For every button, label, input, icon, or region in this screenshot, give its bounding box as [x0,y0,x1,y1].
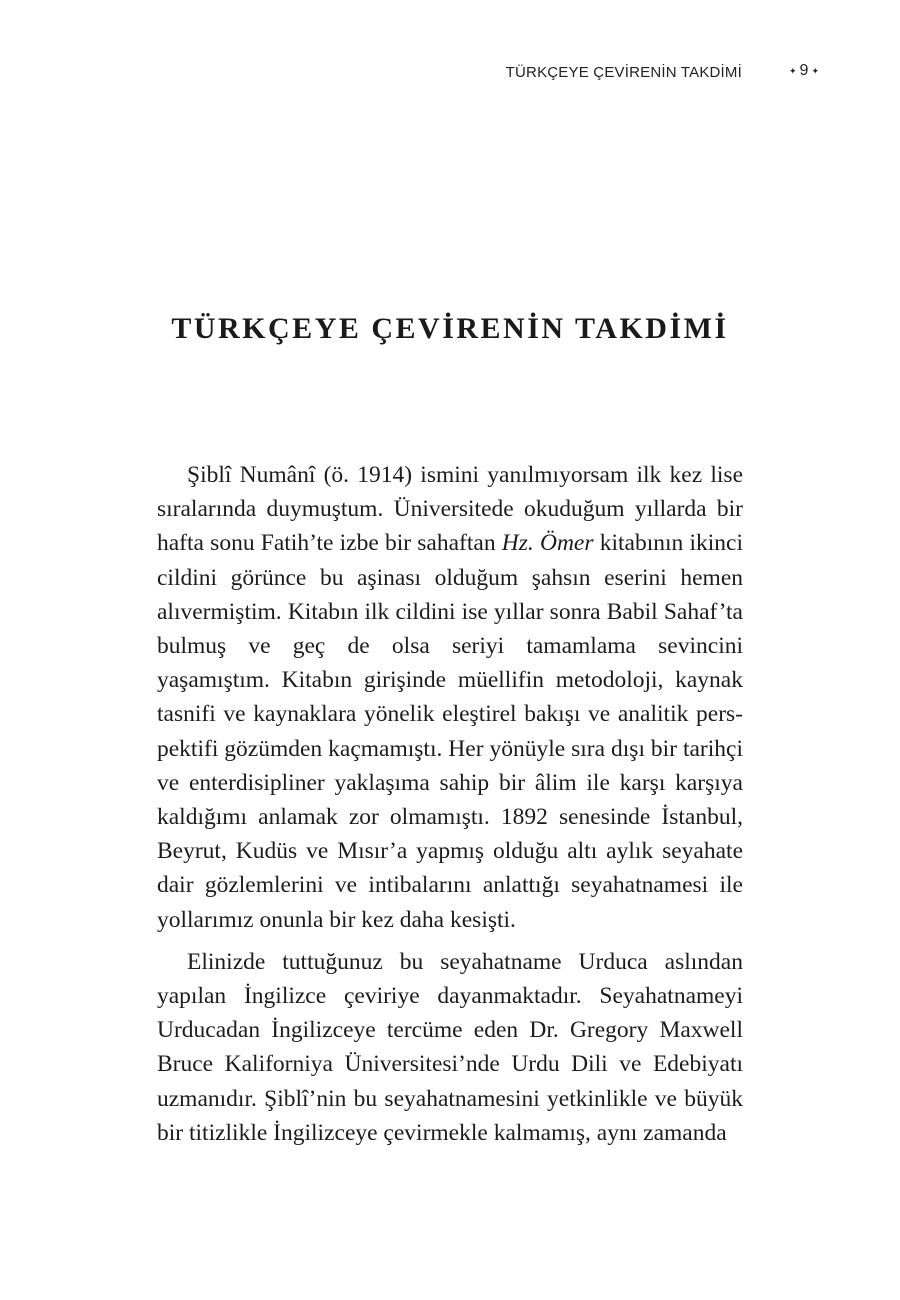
paragraph-text: kitabının ikinci cildini görünce bu aşinası olduğum şahsın eserini hemen alıvermiştim. Kitabın ilk cildini ise yıllar sonra Babil Sahaf’ta bulmuş ve geç de olsa seriyi tamamlama sevincini yaşamıştım. Kitabın girişinde müellifin metodoloji, kaynak tasnifi ve kaynaklara yönelik eleştirel bakışı ve analitik perspektifi gözümden kaçmamıştı. Her yönüyle sıra dışı bir tarihçi ve enterdisipliner yaklaşıma sahip bir âlim ile karşı karşıya kaldığımı anlamak zor olmamıştı. 1892 senesinde İstanbul, Beyrut, Kudüs ve Mısır’a yapmış olduğu altı aylık seyahate dair gözlemlerini ve intibalarını anlattığı seyahatnamesi ile yollarımız onunla bir kez daha kesişti. [157,530,743,933]
running-head [0,62,900,86]
body-text [157,458,743,1158]
page-number [786,62,822,80]
running-title: TÜRKÇEYE ÇEVİRENİN TAKDİMİ [505,64,742,81]
chapter-title: TÜRKÇEYE ÇEVİRENİN TAKDİMİ [171,312,729,346]
paragraph-text: Şiblî Numânî (ö. 1914) ismini yanılmıyorsam ilk kez lise sıralarında duymuştum. Üniversitede okuduğum yıllarda bir hafta sonu Fatih’te izbe bir sahaftan [157,462,743,557]
page-number-value: 9 [799,62,809,79]
paragraph: Elinizde tuttuğunuz bu seyahatname Urduca aslından yapılan İngilizce çeviriye dayanmaktadır. Seyahatnameyi Urducadan İngilizceye tercüme eden Dr. Gregory Maxwell Bruce Kaliforniya Üniversitesi’nde Urdu Dili ve Edebiyatı uzmanıdır. Şiblî’nin bu seyahatnamesini yetkinlikle ve büyük bir titizlikle İngilizceye çevirmekle kalmamış, aynı zamanda [157,948,743,1146]
star-ornament-icon: ✦ [811,66,819,76]
book-title: Hz. Ömer [501,530,594,557]
star-ornament-icon: ✦ [789,66,797,76]
paragraph [157,458,743,937]
